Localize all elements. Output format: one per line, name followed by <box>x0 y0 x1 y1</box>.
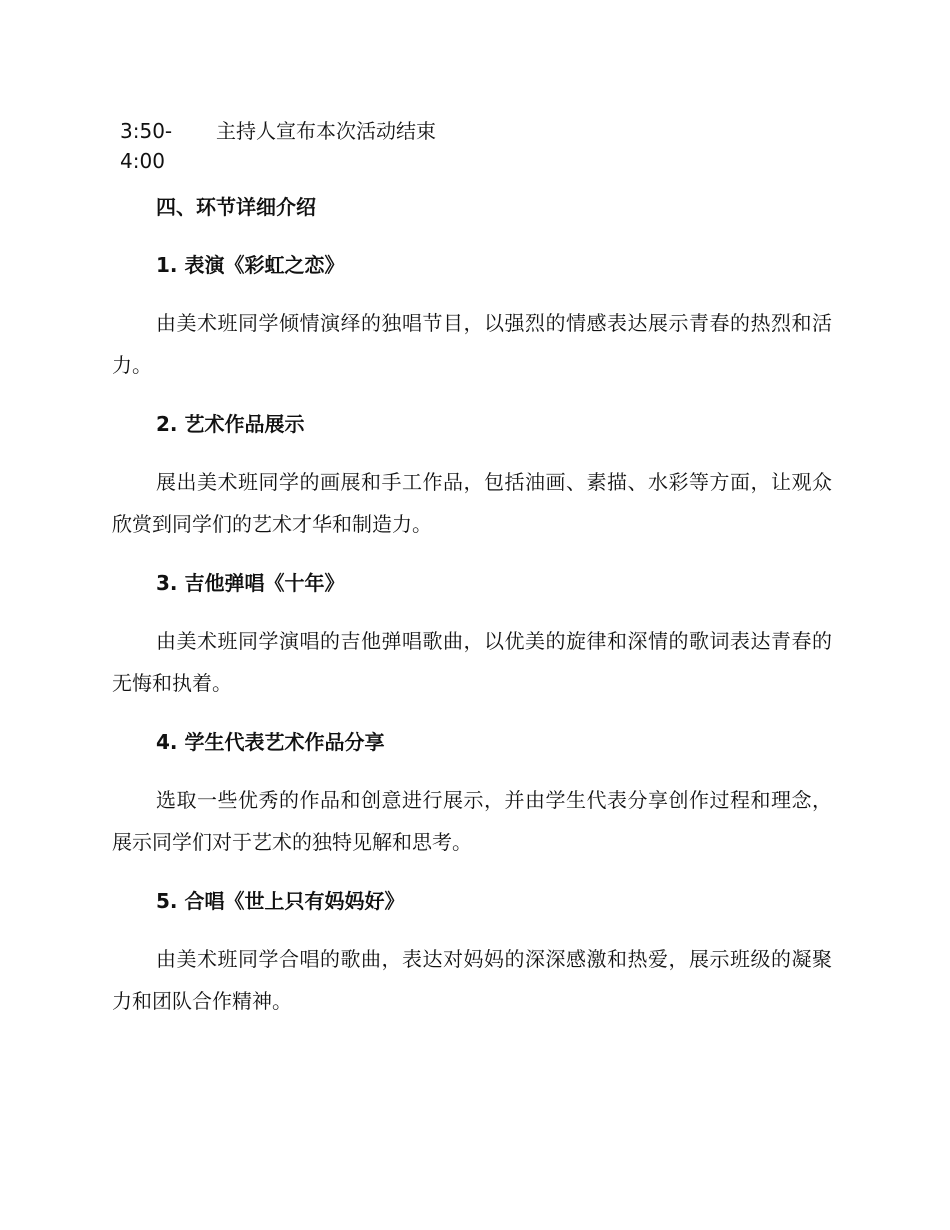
schedule-description: 主持人宣布本次活动结束 <box>216 119 436 143</box>
item-text-1: 由美术班同学倾情演绎的独唱节目，以强烈的情感表达展示青春的热烈和活力。 <box>112 311 832 377</box>
section-heading: 四、环节详细介绍 <box>156 195 316 219</box>
schedule-time: 3:50-4:00 <box>120 119 173 173</box>
item-title-4: 4. 学生代表艺术作品分享 <box>156 730 385 754</box>
schedule-row <box>120 116 840 176</box>
item-title-5: 5. 合唱《世上只有妈妈好》 <box>156 889 405 913</box>
item-text-4: 选取一些优秀的作品和创意进行展示，并由学生代表分享创作过程和理念，展示同学们对于艺术的独特见解和思考。 <box>112 788 832 854</box>
item-title-3: 3. 吉他弹唱《十年》 <box>156 571 345 595</box>
item-text-5: 由美术班同学合唱的歌曲，表达对妈妈的深深感激和热爱，展示班级的凝聚力和团队合作精神。 <box>112 947 832 1013</box>
item-title-1: 1. 表演《彩虹之恋》 <box>156 253 345 277</box>
item-title-2: 2. 艺术作品展示 <box>156 412 305 436</box>
item-text-3: 由美术班同学演唱的吉他弹唱歌曲，以优美的旋律和深情的歌词表达青春的无悔和执着。 <box>112 629 832 695</box>
item-text-2: 展出美术班同学的画展和手工作品，包括油画、素描、水彩等方面，让观众欣赏到同学们的艺术才华和制造力。 <box>112 470 832 536</box>
